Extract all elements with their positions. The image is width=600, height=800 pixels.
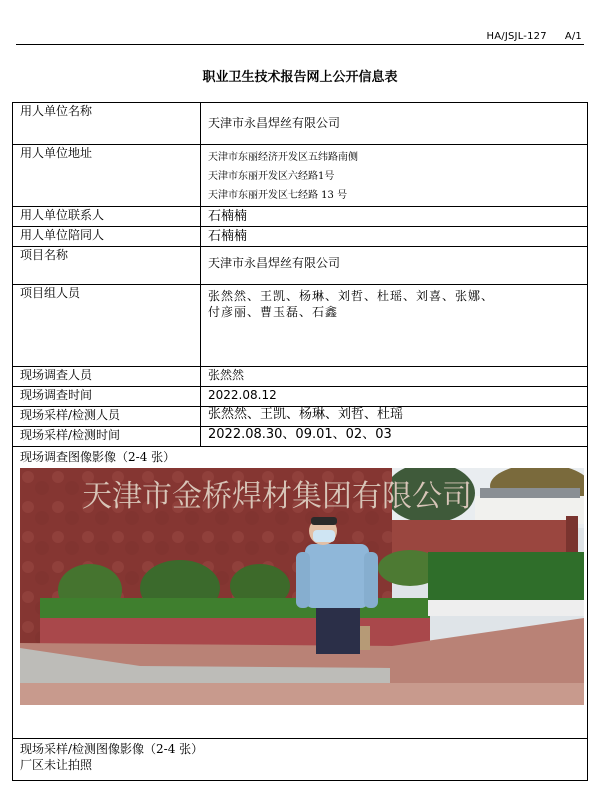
survey-photos-label: 现场调查图像影像（2-4 张） — [20, 450, 176, 464]
row-sampling-photos — [13, 739, 588, 781]
label-survey-time: 现场调查时间 — [13, 387, 201, 407]
row-project-name — [13, 247, 588, 285]
address-line: 天津市东丽经济开发区五纬路南侧 — [208, 152, 358, 163]
value-contact: 石楠楠 — [201, 207, 588, 227]
label-project-members: 项目组人员 — [13, 285, 201, 367]
label-contact: 用人单位联系人 — [13, 207, 201, 227]
page-title: 职业卫生技术报告网上公开信息表 — [202, 70, 398, 85]
row-sampling-staff — [13, 407, 588, 427]
document-number — [469, 31, 582, 42]
value-survey-staff: 张然然 — [201, 367, 588, 387]
members-line: 付彦丽、曹玉磊、石鑫 — [208, 305, 339, 319]
survey-photo-frame — [20, 468, 587, 738]
survey-photos-cell — [13, 447, 588, 739]
label-employer-name: 用人单位名称 — [13, 103, 201, 145]
row-contact — [13, 207, 588, 227]
sampling-photos-cell — [13, 739, 588, 781]
value-employer-address — [201, 145, 588, 207]
label-escort: 用人单位陪同人 — [13, 227, 201, 247]
sampling-photos-note: 厂区未让拍照 — [20, 758, 93, 772]
row-survey-photos — [13, 447, 588, 739]
doc-revision: A/1 — [564, 31, 582, 42]
row-project-members — [13, 285, 588, 367]
row-employer-address — [13, 145, 588, 207]
row-employer-name — [13, 103, 588, 145]
label-sampling-staff: 现场采样/检测人员 — [13, 407, 201, 427]
label-sampling-time: 现场采样/检测时间 — [13, 427, 201, 447]
value-project-members — [201, 285, 588, 367]
row-escort — [13, 227, 588, 247]
value-project-name: 天津市永昌焊丝有限公司 — [201, 247, 588, 285]
header-rule — [16, 44, 584, 45]
label-survey-staff: 现场调查人员 — [13, 367, 201, 387]
label-employer-address: 用人单位地址 — [13, 145, 201, 207]
row-survey-time — [13, 387, 588, 407]
address-line: 天津市东丽开发区七经路 13 号 — [208, 190, 348, 201]
address-line: 天津市东丽开发区六经路1号 — [208, 171, 335, 182]
value-sampling-time: 2022.08.30、09.01、02、03 — [201, 427, 588, 447]
sign-text: 天津市金桥焊材集团有限公司 — [82, 479, 472, 514]
members-line: 张然然、王凯、杨琳、刘哲、杜瑶、刘喜、张娜、 — [208, 289, 495, 303]
label-project-name: 项目名称 — [13, 247, 201, 285]
info-table — [12, 102, 588, 781]
site-survey-photo — [20, 468, 584, 705]
doc-code: HA/JSJL-127 — [486, 31, 547, 42]
row-survey-staff — [13, 367, 588, 387]
value-escort: 石楠楠 — [201, 227, 588, 247]
row-sampling-time — [13, 427, 588, 447]
value-employer-name: 天津市永昌焊丝有限公司 — [201, 103, 588, 145]
value-sampling-staff: 张然然、王凯、杨琳、刘哲、杜瑶 — [201, 407, 588, 427]
sampling-photos-label: 现场采样/检测图像影像（2-4 张） — [20, 742, 204, 756]
value-survey-time: 2022.08.12 — [201, 387, 588, 407]
